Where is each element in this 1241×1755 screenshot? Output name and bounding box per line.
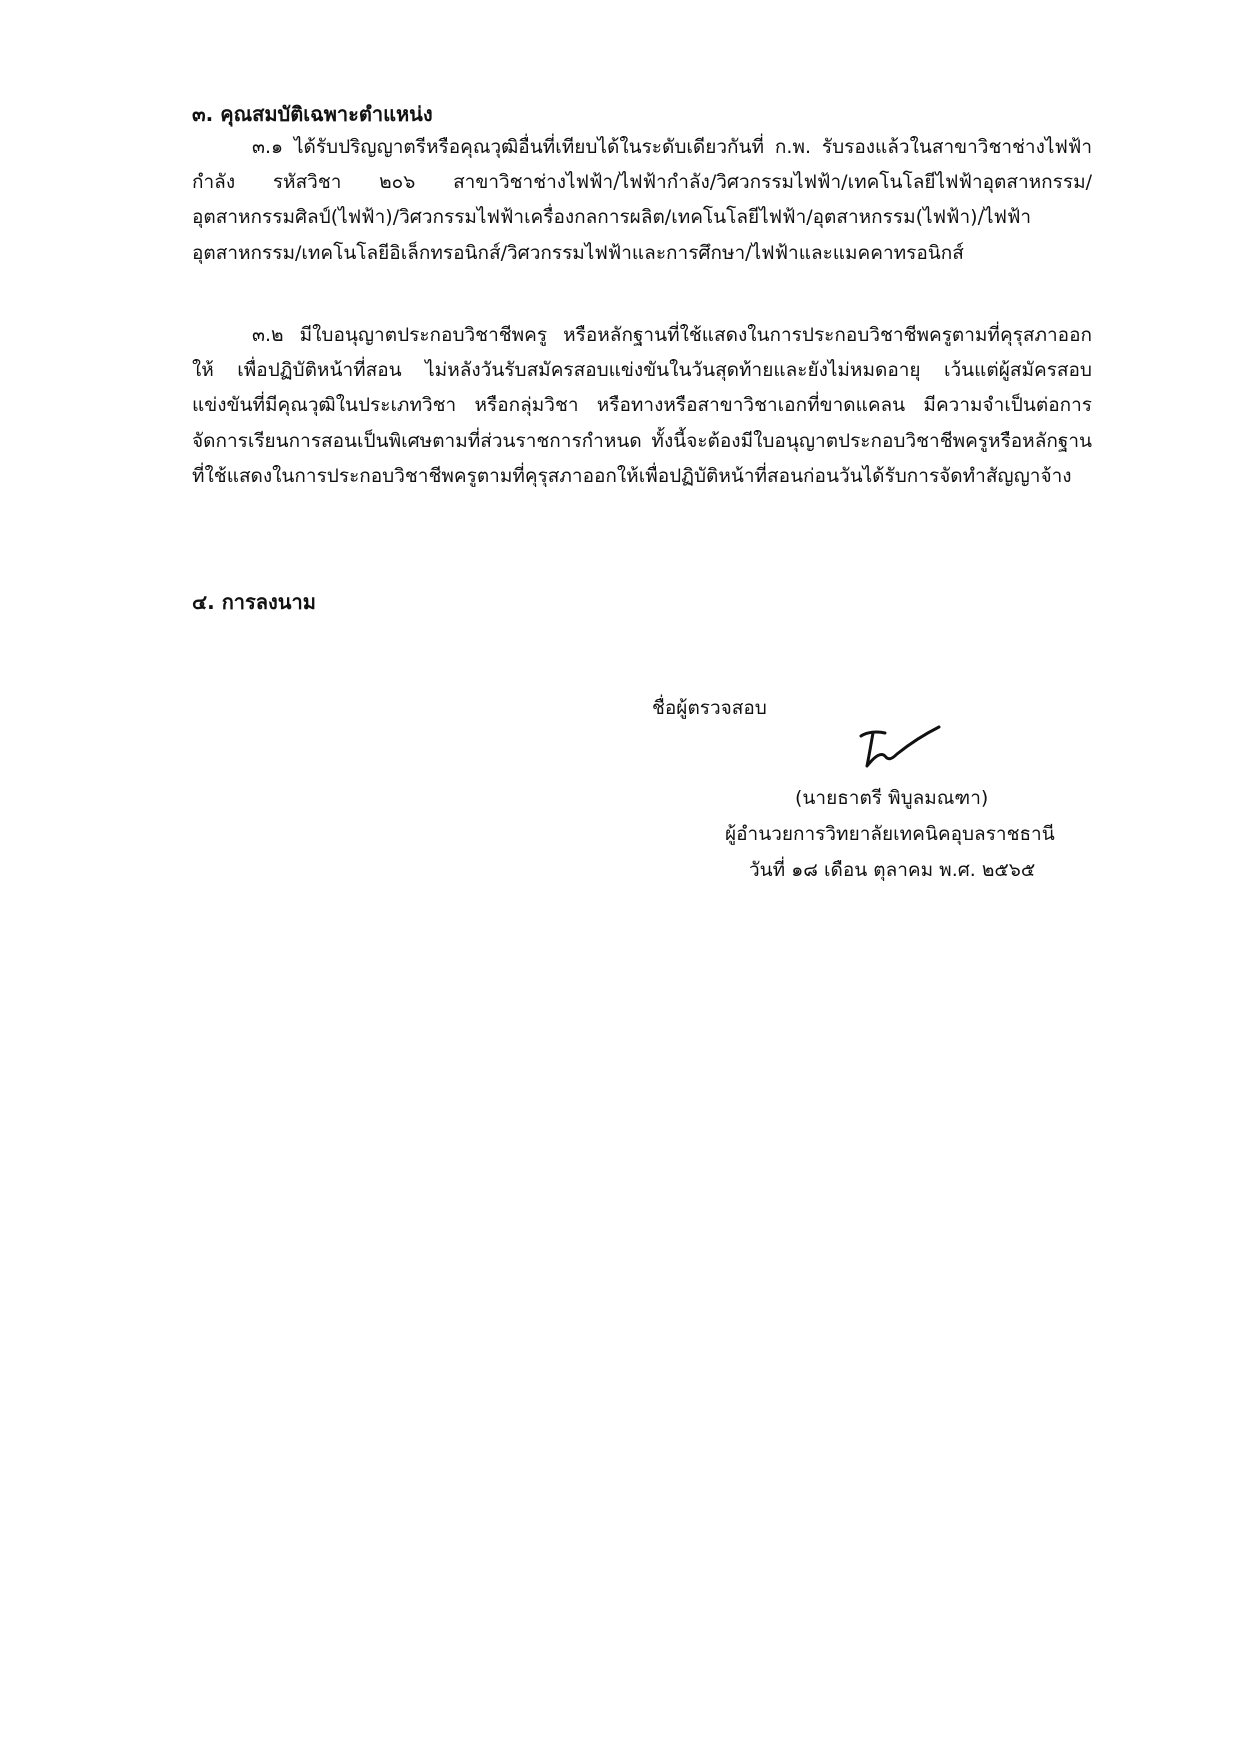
section3-item2-paragraph: ๓.๒ มีใบอนุญาตประกอบวิชาชีพครู หรือหลักฐานที่ใช้แสดงในการประกอบวิชาชีพครูตามที่คุรุสภาออกให้ เพื่อปฏิบัติหน้าที่สอน ไม่หลังวันรับสมัครสอบแข่งขันในวันสุดท้ายและยังไม่หมดอายุ เว้นแต่ผู้สมัครสอบแข่งขันที่มีคุณวุฒิในประเภทวิชา หรือกลุ่มวิชา หรือทางหรือสาขาวิชาเอกที่ขาดแคลน มีความจำเป็นต่อการจัดการเรียนการสอนเป็นพิเศษตามที่ส่วนราชการกำหนด ทั้งนี้จะต้องมีใบอนุญาตประกอบวิชาชีพครูหรือหลักฐานที่ใช้แสดงในการประกอบวิชาชีพครูตามที่คุรุสภาออกให้เพื่อปฏิบัติหน้าที่สอนก่อนวันได้รับการจัดทำสัญญาจ้าง [192, 324, 1092, 487]
handwritten-signature-icon [855, 722, 955, 772]
section3-item1-paragraph: ๓.๑ ได้รับปริญญาตรีหรือคุณวุฒิอื่นที่เทียบได้ในระดับเดียวกันที่ ก.พ. รับรองแล้วในสาขาวิชาช่างไฟฟ้ากำลัง รหัสวิชา ๒๐๖ สาขาวิชาช่างไฟฟ้า/ไฟฟ้ากำลัง/วิศวกรรมไฟฟ้า/เทคโนโลยีไฟฟ้าอุตสาหกรรม/อุตสาหกรรมศิลป์(ไฟฟ้า)/วิศวกรรมไฟฟ้าเครื่องกลการผลิต/เทคโนโลยีไฟฟ้า/อุตสาหกรรม(ไฟฟ้า)/ไฟฟ้าอุตสาหกรรม/เทคโนโลยีอิเล็กทรอนิกส์/วิศวกรรมไฟฟ้าและการศึกษา/ไฟฟ้าและแมคคาทรอนิกส์ [192, 136, 1092, 264]
signature-label: ชื่อผู้ตรวจสอบ [652, 697, 767, 719]
signature-date: วันที่ ๑๘ เดือน ตุลาคม พ.ศ. ๒๕๖๕ [749, 859, 1036, 881]
signer-name: (นายธาตรี พิบูลมณฑา) [795, 787, 989, 809]
section3-heading: ๓. คุณสมบัติเฉพาะตำแหน่ง [192, 102, 433, 126]
signer-position: ผู้อำนวยการวิทยาลัยเทคนิคอุบลราชธานี [725, 823, 1055, 845]
section4-heading: ๔. การลงนาม [192, 590, 316, 614]
